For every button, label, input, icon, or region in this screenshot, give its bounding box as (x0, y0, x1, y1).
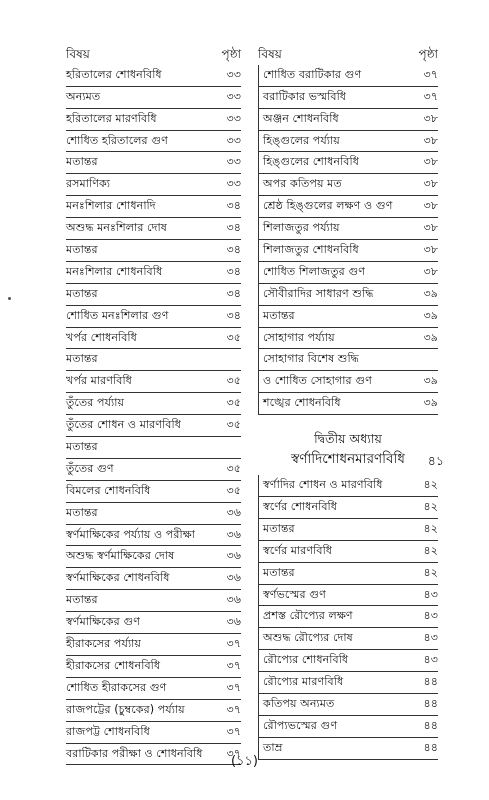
entry-topic: শোধিত শিলাজতুর গুণ (263, 264, 366, 278)
entry-page-number: ৩৩ (226, 177, 241, 191)
entry-page-number: ৩৫ (226, 483, 241, 497)
entry-topic: তুঁতের শোধন ও মারণবিধি (66, 418, 181, 432)
entry-topic: স্বর্ণভস্মের গুণ (263, 587, 326, 601)
entry-page-number: ৩৮ (423, 155, 438, 169)
entry-topic: শ্রেষ্ঠ হিঙ্গুলের লক্ষণ ও গুণ (263, 199, 393, 213)
column-header (66, 44, 241, 65)
entry-topic: অশুদ্ধ মনঃশিলার দোষ (66, 221, 167, 235)
entry-topic: বিমলের শোধনবিধি (66, 483, 151, 497)
entry-topic: হিঙ্গুলের শোধনবিধি (263, 155, 359, 169)
entry-page-number: ৩৭ (226, 637, 241, 651)
entry-page-number: ৩৯ (423, 308, 438, 322)
entry-page-number: ৩৫ (226, 374, 241, 388)
chapter-heading (258, 429, 444, 475)
entry-page-number: ৩৭ (226, 658, 241, 672)
entry-page-number: পৃষ্ঠা (418, 47, 438, 61)
entry-topic: শিলাজতুর শোধনবিধি (263, 243, 359, 257)
index-entry (258, 87, 438, 109)
entry-topic: মনঃশিলার শোধনাদি (66, 199, 156, 213)
column-header (258, 44, 438, 65)
index-entry (66, 196, 241, 218)
entry-topic: তুঁতের পর্য্যায় (66, 396, 125, 410)
entry-topic: বিষয় (66, 47, 90, 61)
entry-page-number: ৩৬ (226, 505, 241, 519)
index-entry (66, 306, 241, 328)
entry-topic: সোহাগার বিশেষ শুদ্ধি (263, 352, 359, 366)
entry-page-number: ৩৮ (423, 111, 438, 125)
entry-topic: হীরাকসের শোধনবিধি (66, 658, 161, 672)
index-entry (66, 590, 241, 612)
entry-topic: মনঃশিলার শোধনবিধি (66, 264, 163, 278)
index-entry (258, 716, 438, 738)
entry-page-number: ৩৬ (226, 571, 241, 585)
index-entry (258, 65, 438, 87)
entry-page-number: ৩৪ (226, 264, 241, 278)
index-entry (66, 152, 241, 174)
entry-topic: খর্পর মারণবিধি (66, 374, 132, 388)
entry-topic: রৌপ্যের মারণবিধি (263, 675, 344, 689)
index-entry (66, 656, 241, 678)
index-entry (258, 306, 438, 328)
entry-page-number: ৪২ (423, 543, 438, 557)
entry-topic: মতান্তর (263, 308, 295, 322)
entry-page-number: ৪২ (423, 478, 438, 492)
entry-page-number: ৩৭ (423, 89, 438, 103)
entry-page-number: ৩৮ (423, 133, 438, 147)
entry-topic: স্বর্ণমাক্ষিকের শোধনবিধি (66, 571, 170, 585)
entry-page-number: ৩৪ (226, 199, 241, 213)
entry-topic: অন্যমত (66, 89, 101, 103)
entry-topic: প্রশস্ত রৌপ্যের লক্ষণ (263, 609, 353, 623)
entry-page-number: ৩৪ (226, 308, 241, 322)
index-entry (258, 497, 438, 519)
entry-topic: রসমাণিক্য (66, 177, 111, 191)
index-entry (66, 503, 241, 525)
index-entry (66, 393, 241, 415)
entry-topic: রাজপট্টের (চুম্বকের) পর্য্যায় (66, 702, 185, 716)
entry-topic: অপর কতিপয় মত (263, 177, 342, 191)
entry-page-number: ৩৬ (226, 593, 241, 607)
index-entry (66, 525, 241, 547)
entry-page-number: ৩৬ (226, 527, 241, 541)
right-index-column (258, 44, 444, 760)
index-entry (66, 65, 241, 87)
entry-page-number: ৩৯ (423, 330, 438, 344)
entry-page-number: ৪৪ (423, 740, 438, 754)
entry-page-number: ৩৩ (226, 67, 241, 81)
entry-page-number: ৩৯ (423, 286, 438, 300)
entry-topic: অঞ্জন শোধনবিধি (263, 111, 339, 125)
entry-topic: বরাটিকার পরীক্ষা ও শোধনবিধি (66, 746, 203, 760)
index-entry (258, 393, 438, 415)
entry-page-number: ৪৪ (423, 675, 438, 689)
index-entry (258, 218, 438, 240)
entry-topic: মতান্তর (66, 440, 98, 454)
entry-page-number: ৪৩ (423, 653, 438, 667)
entry-topic: মতান্তর (66, 505, 98, 519)
entry-topic: হিঙ্গুলের পর্য্যায় (263, 133, 340, 147)
chapter-page-number: ৪১ (427, 453, 444, 469)
entry-topic: হীরাকসের পর্য্যায় (66, 637, 142, 651)
index-entry (258, 563, 438, 585)
entry-page-number: ৩৪ (226, 286, 241, 300)
index-entry (66, 349, 241, 371)
entry-page-number: ৩৬ (226, 549, 241, 563)
entry-page-number: ৩৩ (226, 89, 241, 103)
entry-topic: মতান্তর (66, 155, 98, 169)
entry-topic: তাম্র (263, 740, 283, 754)
chapter-title: স্বর্ণাদিশোধনমারণবিধি (290, 451, 405, 468)
index-entry (258, 174, 438, 196)
index-entry (66, 700, 241, 722)
entry-topic: শোধিত হীরাকসের গুণ (66, 680, 167, 694)
entry-topic: রৌপ্যভস্মের গুণ (263, 718, 338, 732)
entry-topic: হরিতালের মারণবিধি (66, 111, 157, 125)
entry-page-number: ৩৮ (423, 177, 438, 191)
entry-topic: তুঁতের গুণ (66, 461, 114, 475)
entry-page-number: ৪৪ (423, 718, 438, 732)
entry-page-number: ৩৫ (226, 330, 241, 344)
entry-topic: কতিপয় অন্যমত (263, 697, 335, 711)
index-entry (66, 546, 241, 568)
entry-page-number: ৩৬ (226, 615, 241, 629)
entry-topic: শিলাজতুর পর্য্যায় (263, 221, 340, 235)
entry-topic: শোধিত হরিতালের গুণ (66, 133, 168, 147)
index-entry (258, 240, 438, 262)
entry-page-number: ৪৩ (423, 631, 438, 645)
index-entry (258, 131, 438, 153)
index-entry (258, 628, 438, 650)
entry-page-number: ৩৮ (423, 221, 438, 235)
entry-topic: রৌপ্যের শোধনবিধি (263, 653, 349, 667)
entry-page-number: ৩৭ (226, 746, 241, 760)
index-entry (258, 284, 438, 306)
index-entry (66, 371, 241, 393)
index-entry (258, 650, 438, 672)
entry-page-number: ৩৩ (226, 111, 241, 125)
chapter-number: দ্বিতীয় অধ্যায় (314, 431, 382, 447)
entry-page-number: ৩৮ (423, 199, 438, 213)
index-entry (66, 437, 241, 459)
index-entry (66, 174, 241, 196)
entry-page-number: ৩৪ (226, 221, 241, 235)
entry-topic: মতান্তর (66, 352, 98, 366)
entry-topic: মতান্তর (263, 521, 295, 535)
index-entry (66, 218, 241, 240)
index-entry (66, 568, 241, 590)
entry-page-number: ৪২ (423, 521, 438, 535)
index-entry (66, 459, 241, 481)
entry-page-number: ৩৩ (226, 133, 241, 147)
entry-page-number: ৩৭ (226, 702, 241, 716)
entry-page-number: ৪৪ (423, 697, 438, 711)
entry-page-number: ৩৯ (423, 374, 438, 388)
index-entry (258, 109, 438, 131)
index-entry (66, 415, 241, 437)
index-entry (66, 262, 241, 284)
entry-page-number: ৩৮ (423, 264, 438, 278)
entry-topic: সৌবীরাদির সাধারণ শুদ্ধি (263, 286, 374, 300)
index-entry (258, 672, 438, 694)
entry-topic: অশুদ্ধ স্বর্ণমাক্ষিকের দোষ (66, 549, 175, 563)
entry-page-number: ৪২ (423, 500, 438, 514)
index-entry (258, 262, 438, 284)
entry-topic: মতান্তর (66, 286, 98, 300)
entry-page-number: ৩৪ (226, 243, 241, 257)
index-entry (66, 131, 241, 153)
entry-topic: স্বর্ণের মারণবিধি (263, 543, 333, 557)
index-entry (66, 634, 241, 656)
entry-page-number: ৪২ (423, 565, 438, 579)
index-entry (258, 196, 438, 218)
entry-page-number: ৩৫ (226, 418, 241, 432)
index-entry (258, 694, 438, 716)
entry-topic: শোধিত বরাটিকার গুণ (263, 67, 362, 81)
entry-topic: রাজপট্ট শোধনবিধি (66, 724, 150, 738)
entry-page-number: ৩৫ (226, 396, 241, 410)
index-entry (258, 328, 438, 350)
entry-page-number: ৩৭ (423, 67, 438, 81)
entry-page-number: ৩৫ (226, 461, 241, 475)
index-entry (66, 284, 241, 306)
entry-topic: সোহাগার পর্য্যায় (263, 330, 335, 344)
index-entry (66, 722, 241, 744)
entry-page-number: ৩৭ (226, 680, 241, 694)
entry-topic: মতান্তর (66, 243, 98, 257)
index-entry (66, 481, 241, 503)
index-entry (258, 541, 438, 563)
index-entry (258, 475, 438, 497)
index-entry (66, 612, 241, 634)
entry-topic: মতান্তর (66, 593, 98, 607)
index-entry (66, 109, 241, 131)
entry-topic: শোধিত মনঃশিলার গুণ (66, 308, 169, 322)
index-entry (258, 152, 438, 174)
entry-topic: খর্পর শোধনবিধি (66, 330, 137, 344)
entry-topic: শঙ্খের শোধনবিধি (263, 396, 341, 410)
entry-page-number: ৩৩ (226, 155, 241, 169)
index-entry (258, 519, 438, 541)
entry-topic: ও শোধিত সোহাগার গুণ (263, 374, 372, 388)
entry-topic: বরাটিকার ভস্মবিধি (263, 89, 347, 103)
entry-page-number: ৪৩ (423, 587, 438, 601)
entry-topic: বিষয় (258, 47, 282, 61)
entry-page-number: পৃষ্ঠা (221, 47, 241, 61)
index-entry (66, 678, 241, 700)
index-entry (258, 371, 438, 393)
index-entry (66, 87, 241, 109)
index-entry (258, 349, 438, 371)
entry-topic: স্বর্ণের শোধনবিধি (263, 500, 338, 514)
index-entry (258, 606, 438, 628)
entry-topic: স্বর্ণমাক্ষিকের গুণ (66, 615, 141, 629)
entry-page-number: ৩৯ (423, 396, 438, 410)
entry-page-number: ৩৮ (423, 243, 438, 257)
index-entry (66, 240, 241, 262)
print-speck (8, 297, 11, 300)
entry-page-number: ৪৩ (423, 609, 438, 623)
entry-topic: স্বর্ণমাক্ষিকের পর্য্যায় ও পরীক্ষা (66, 527, 196, 541)
entry-topic: অশুদ্ধ রৌপ্যের দোষ (263, 631, 353, 645)
entry-topic: হরিতালের শোধনবিধি (66, 67, 162, 81)
entry-topic: স্বর্ণাদির শোধন ও মারণবিধি (263, 478, 383, 492)
entry-page-number: ৩৭ (226, 724, 241, 738)
index-entry (258, 585, 438, 607)
index-entry (66, 328, 241, 350)
entry-topic: মতান্তর (263, 565, 295, 579)
left-index-column (66, 44, 241, 765)
page-number: (১১) (230, 754, 258, 769)
